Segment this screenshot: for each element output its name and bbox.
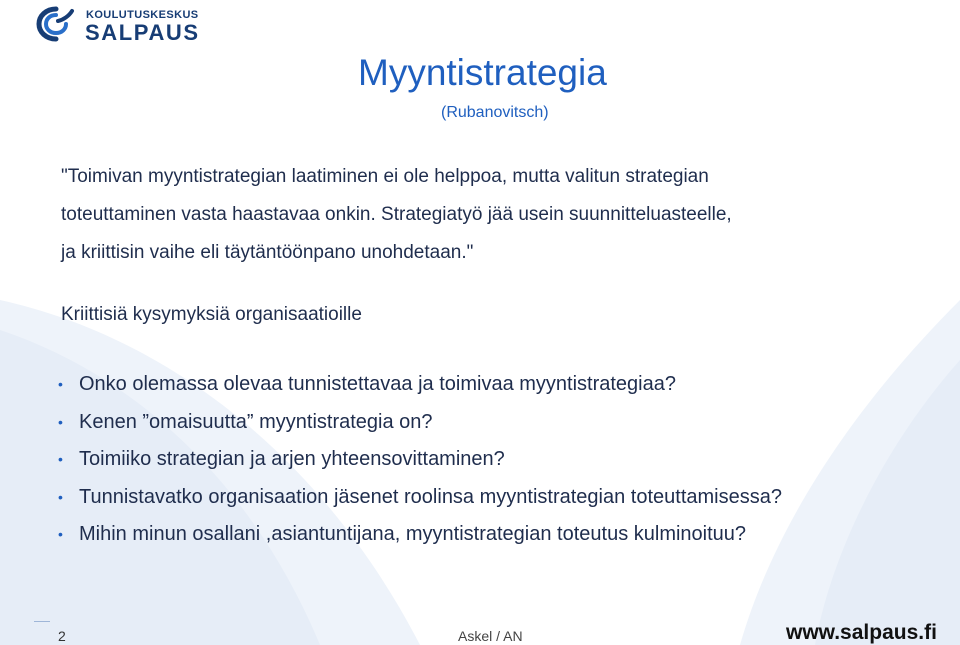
bullet-text: Kenen ”omaisuutta” myyntistrategia on? — [79, 410, 433, 433]
salpaus-swirl-icon — [36, 6, 76, 42]
quote-block — [61, 158, 921, 272]
logo-text-top: KOULUTUSKESKUS — [86, 9, 199, 21]
logo-text-bottom: SALPAUS — [85, 20, 200, 45]
slide-subtitle: (Rubanovitsch) — [441, 104, 549, 121]
bullet-text: Onko olemassa olevaa tunnistettavaa ja toimivaa myyntistrategiaa? — [79, 373, 676, 395]
bullet-list — [58, 366, 782, 554]
quote-line: ja kriittisin vaihe eli täytäntöönpano unohdetaan." — [61, 242, 474, 263]
bullet-item — [58, 441, 782, 479]
quote-line: "Toimivan myyntistrategian laatiminen ei ole helppoa, mutta valitun strategian — [61, 166, 709, 187]
bullet-dot-icon: • — [58, 413, 63, 430]
bullet-dot-icon: • — [58, 451, 63, 467]
salpaus-logo — [36, 6, 206, 45]
section-heading: Kriittisiä kysymyksiä organisaatioille — [61, 304, 362, 325]
footer-author: Askel / AN — [458, 628, 523, 644]
bullet-item — [58, 404, 782, 442]
bullet-item — [58, 516, 782, 554]
bullet-text: Mihin minun osallani ,asiantuntijana, myyntistrategian toteutus kulminoituu? — [79, 523, 747, 545]
footer-website-link[interactable]: www.salpaus.fi — [786, 621, 937, 644]
bullet-item — [58, 366, 782, 404]
bullet-item — [58, 479, 782, 517]
bullet-dot-icon: • — [58, 488, 63, 505]
bullet-dot-icon: • — [58, 376, 63, 392]
bullet-text: Toimiiko strategian ja arjen yhteensovittaminen? — [79, 448, 505, 470]
slide-title: Myyntistrategia — [358, 52, 607, 93]
footer-divider — [34, 621, 50, 622]
bullet-text: Tunnistavatko organisaation jäsenet roolinsa myyntistrategian toteuttamisessa? — [79, 485, 782, 508]
page-number: 2 — [58, 628, 66, 644]
quote-line: toteuttaminen vasta haastavaa onkin. Strategiatyö jää usein suunnitteluasteelle, — [61, 204, 732, 225]
bullet-dot-icon: • — [58, 526, 63, 542]
